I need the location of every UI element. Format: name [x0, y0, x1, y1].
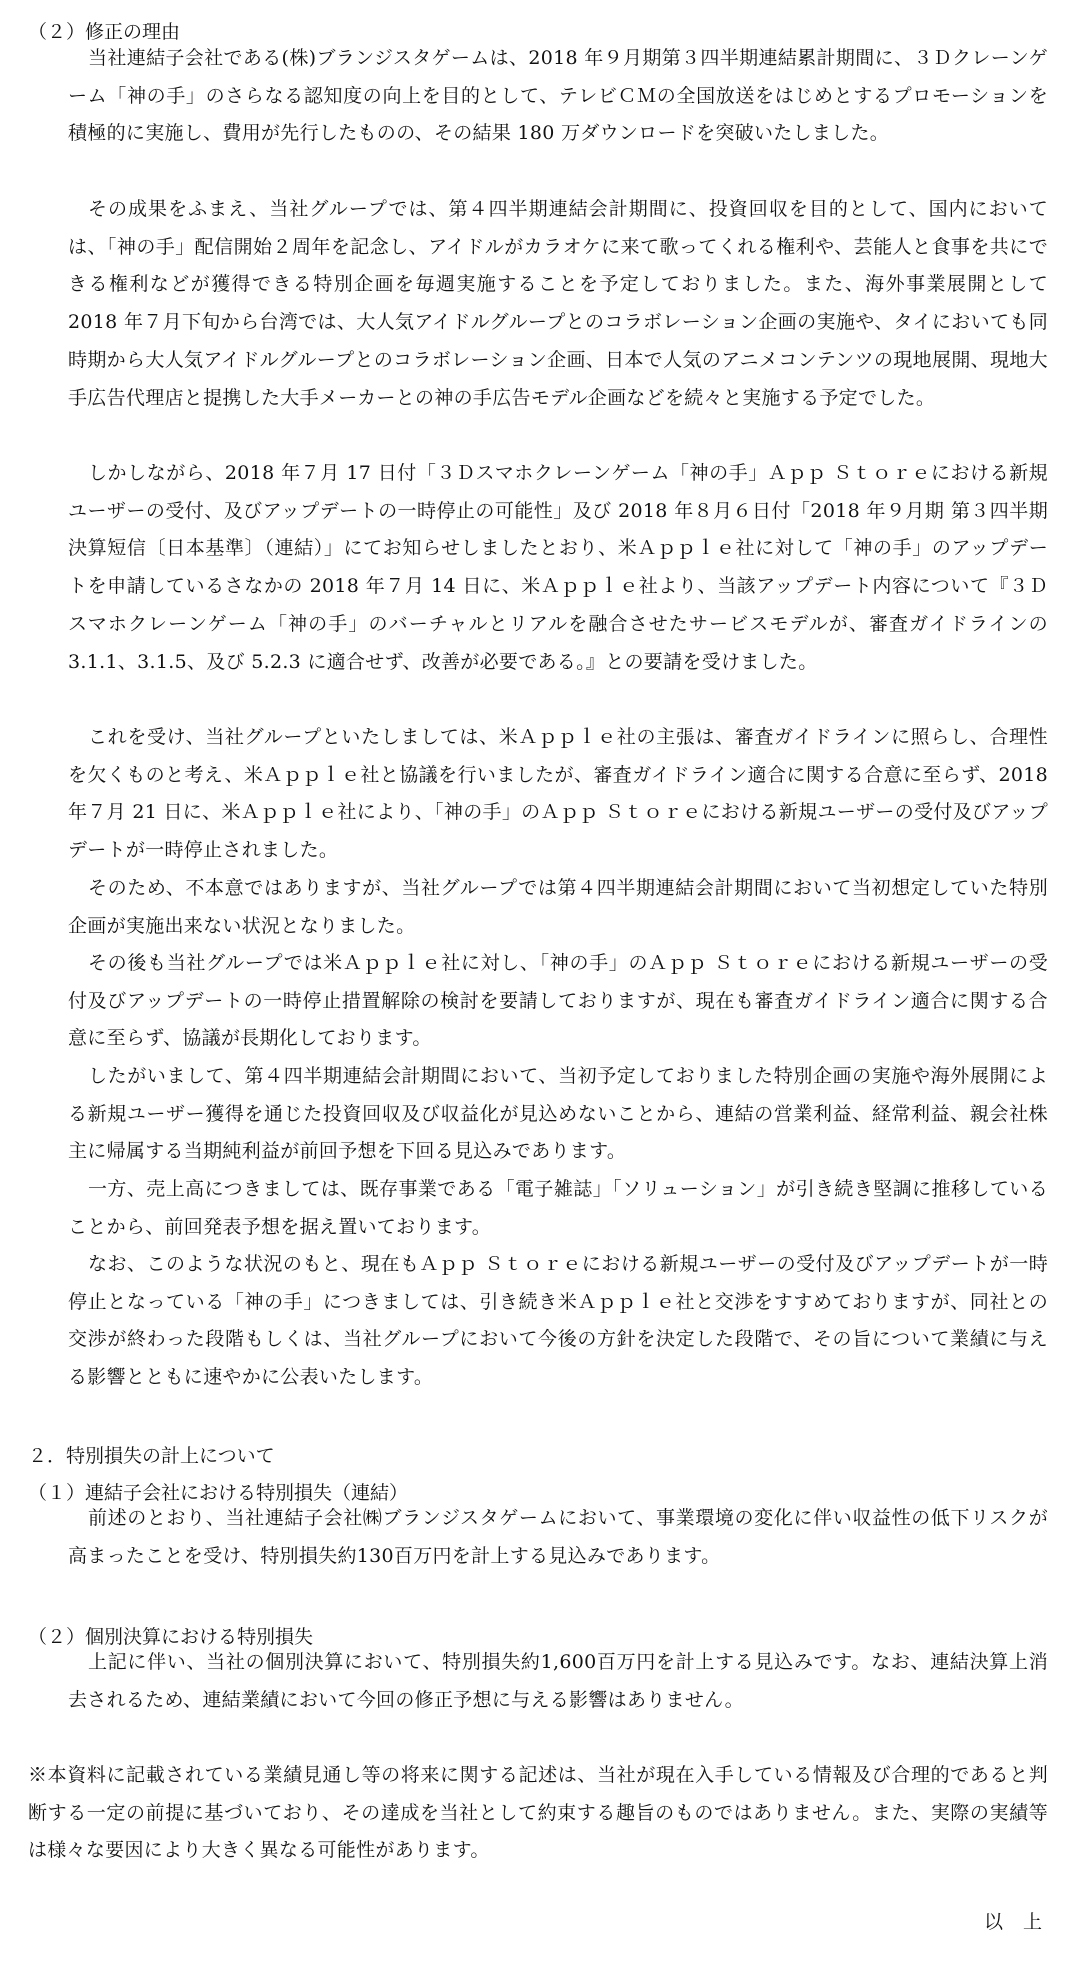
section-heading-extraordinary-loss: ２．特別損失の計上について: [28, 1445, 275, 1467]
paragraph-future-disclosure: なお、このような状況のもと、現在もＡｐｐ Ｓｔｏｒｅにおける新規ユーザーの受付及びアップデートが一時停止となっている「神の手」につきましては、引き続き米Ａｐｐｌｅ社と交渉をすすめておりますが、同社との交渉が終わった段階もしくは、当社グループにおいて今後の方針を決定した段階で、その旨について業績に与える影響とともに速やかに公表いたします。: [68, 1253, 1048, 1389]
subheading-consolidated-subsidiary-loss: （１）連結子会社における特別損失（連結）: [28, 1482, 409, 1504]
paragraph-individual-loss: 上記に伴い、当社の個別決算において、特別損失約1,600百万円を計上する見込みです。なお、連結決算上消去されるため、連結業績において今回の修正予想に与える影響はありません。: [68, 1651, 1048, 1711]
closing-mark: 以 上: [983, 1911, 1042, 1933]
paragraph-planned-campaigns: その成果をふまえ、当社グループでは、第４四半期連結会計期間に、投資回収を目的として、国内においては、「神の手」配信開始２周年を記念し、アイドルがカラオケに来て歌ってくれる権利や、芸能人と食事を共にできる権利などが獲得できる特別企画を毎週実施することを予定しておりました。また、海外事業展開として 2018 年７月下旬から台湾では、大人気アイドルグループとのコラボレーション企画の実施や、タイにおいても同時期から大人気アイドルグループとのコラボレーション企画、日本で人気のアニメコンテンツの現地展開、現地大手広告代理店と提携した大手メーカーとの神の手広告モデル企画などを続々と実施する予定でした。: [68, 198, 1048, 409]
subheading-individual-settlement-loss: （２）個別決算における特別損失: [28, 1626, 314, 1648]
paragraph-ongoing-negotiation: その後も当社グループでは米Ａｐｐｌｅ社に対し、「神の手」のＡｐｐ Ｓｔｏｒｅにおける新規ユーザーの受付及びアップデートの一時停止措置解除の検討を要請しておりますが、現在も審査ガイドライン適合に関する合意に至らず、協議が長期化しております。: [68, 952, 1048, 1050]
paragraph-sales-forecast: 一方、売上高につきましては、既存事業である「電子雑誌」「ソリューション」が引き続き堅調に推移していることから、前回発表予想を据え置いております。: [68, 1178, 1048, 1238]
paragraph-profit-forecast: したがいまして、第４四半期連結会計期間において、当初予定しておりました特別企画の実施や海外展開による新規ユーザー獲得を通じた投資回収及び収益化が見込めないことから、連結の営業利益、経常利益、親会社株主に帰属する当期純利益が前回予想を下回る見込みであります。: [68, 1065, 1048, 1163]
disclaimer-note: ※本資料に記載されている業績見通し等の将来に関する記述は、当社が現在入手している情報及び合理的であると判断する一定の前提に基づいており、その達成を当社として約束する趣旨のものではありません。また、実際の実績等は様々な要因により大きく異なる可能性があります。: [28, 1764, 1048, 1862]
paragraph-subsidiary-loss: 前述のとおり、当社連結子会社㈱ブランジスタゲームにおいて、事業環境の変化に伴い収益性の低下リスクが高まったことを受け、特別損失約130百万円を計上する見込みであります。: [68, 1507, 1048, 1567]
paragraph-apple-suspension: これを受け、当社グループといたしましては、米Ａｐｐｌｅ社の主張は、審査ガイドラインに照らし、合理性を欠くものと考え、米Ａｐｐｌｅ社と協議を行いましたが、審査ガイドライン適合に関する合意に至らず、2018 年７月 21 日に、米Ａｐｐｌｅ社により、「神の手」のＡｐｐ Ｓｔｏｒｅにおける新規ユーザーの受付及びアップデートが一時停止されました。: [68, 726, 1048, 862]
paragraph-campaigns-cancelled: そのため、不本意ではありますが、当社グループでは第４四半期連結会計期間において当初想定していた特別企画が実施出来ない状況となりました。: [68, 877, 1048, 937]
paragraph-apple-review-request: しかしながら、2018 年７月 17 日付「３Ｄスマホクレーンゲーム「神の手」Ａｐｐ Ｓｔｏｒｅにおける新規ユーザーの受付、及びアップデートの一時停止の可能性」及び 2018 年８月６日付「2018 年９月期 第３四半期決算短信〔日本基準〕（連結）」にてお知らせしましたとおり、米Ａｐｐｌｅ社に対して「神の手」のアップデートを申請しているさなかの 2018 年７月 14 日に、米Ａｐｐｌｅ社より、当該アップデート内容について『３Ｄスマホクレーンゲーム「神の手」のバーチャルとリアルを融合させたサービスモデルが、審査ガイドラインの 3.1.1、3.1.5、及び 5.2.3 に適合せず、改善が必要である。』との要請を受けました。: [68, 462, 1048, 673]
section-heading-revision-reason: （２）修正の理由: [28, 21, 181, 43]
paragraph-promotion-results: 当社連結子会社である(株)ブランジスタゲームは、2018 年９月期第３四半期連結累計期間に、３Ｄクレーンゲーム「神の手」のさらなる認知度の向上を目的として、テレビＣＭの全国放送をはじめとするプロモーションを積極的に実施し、費用が先行したものの、その結果 180 万ダウンロードを突破いたしました。: [68, 47, 1048, 145]
